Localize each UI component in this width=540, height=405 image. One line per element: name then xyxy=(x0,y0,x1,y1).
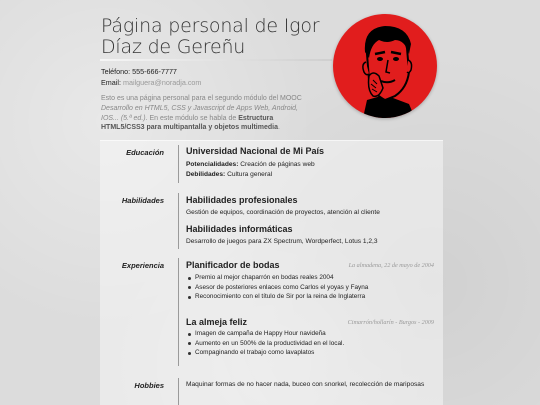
job-title: Planificador de bodas xyxy=(186,260,280,270)
hobbies-text: Maquinar formas de no hacer nada, buceo con snorkel, recolección de mariposas xyxy=(186,381,425,388)
strengths-value: Creación de páginas web xyxy=(240,161,315,168)
list-item: Imagen de campaña de Happy Hour navideña xyxy=(186,329,436,339)
job-title: La almeja feliz xyxy=(186,317,248,327)
phone-value: 555-666-7777 xyxy=(132,67,177,76)
phone-label: Teléfono: xyxy=(101,67,131,76)
weaknesses-value: Cultura general xyxy=(227,171,273,178)
list-item: Asesor de posteriores enlaces como Carlos el yoyas y Fayna xyxy=(186,283,436,293)
avatar xyxy=(333,14,437,118)
section-label-education: Educación xyxy=(126,148,164,157)
job-place-date: Cimarrón/hollarín - Burgos - 2009 xyxy=(347,319,434,326)
education-school: Universidad Nacional de Mi País xyxy=(186,146,325,156)
section-label-skills: Habilidades xyxy=(121,196,164,205)
list-item: Reconocimiento con el título de Sir por la reina de Inglaterra xyxy=(186,292,436,302)
intro-text-1: Esto es una página personal para el segundo módulo del MOOC xyxy=(101,95,302,102)
email-line xyxy=(101,77,201,88)
section-label-experience: Experiencia xyxy=(121,261,164,270)
page-title: Página personal de Igor Díaz de Gereñu xyxy=(101,15,320,58)
education-weaknesses xyxy=(186,170,272,179)
intro-module-topic: Estructura HTML5/CSS3 para multipantalla y objetos multimedia xyxy=(101,114,278,132)
education-divider xyxy=(178,145,179,183)
job-place-date: La almadena, 22 de mayo de 2004 xyxy=(348,262,434,269)
skills-it-title: Habilidades informáticas xyxy=(186,224,293,234)
experience-divider xyxy=(178,258,179,366)
skills-professional-title: Habilidades profesionales xyxy=(186,195,298,205)
section-label-hobbies: Hobbies xyxy=(134,381,164,390)
list-item: Aumento en un 500% de la productividad en el local. xyxy=(186,339,436,349)
job-achievements-list xyxy=(186,273,436,302)
title-divider xyxy=(100,59,332,61)
job-achievements-list xyxy=(186,329,436,358)
list-item: Compaginando el trabajo como lavaplatos xyxy=(186,348,436,358)
email-label: Email: xyxy=(101,78,121,87)
intro-text-2: . En este módulo se habla de xyxy=(145,114,239,122)
portrait-illustration xyxy=(333,14,437,118)
intro-text-3: . xyxy=(277,124,280,132)
phone-line xyxy=(101,66,201,77)
skills-divider xyxy=(178,193,179,249)
list-item: Premio al mejor chaparrón en bodas reales 2004 xyxy=(186,273,436,283)
strengths-label: Potencialidades: xyxy=(186,161,239,168)
weaknesses-label: Debilidades: xyxy=(186,171,226,178)
intro-paragraph xyxy=(101,94,316,133)
intro-course-name: Desarrollo en HTML5, CSS y Javascript de Apps Web, Android, IOS... (5.ª ed.) xyxy=(101,104,298,122)
contact-info xyxy=(101,66,201,88)
email-link[interactable]: mailguera@noradja.com xyxy=(122,78,202,87)
education-strengths xyxy=(186,160,315,169)
hobbies-divider xyxy=(178,378,179,405)
skills-professional-text: Gestión de equipos, coordinación de proyectos, atención al cliente xyxy=(186,209,380,216)
skills-it-text: Desarrollo de juegos para ZX Spectrum, Wordperfect, Lotus 1,2,3 xyxy=(186,238,378,245)
